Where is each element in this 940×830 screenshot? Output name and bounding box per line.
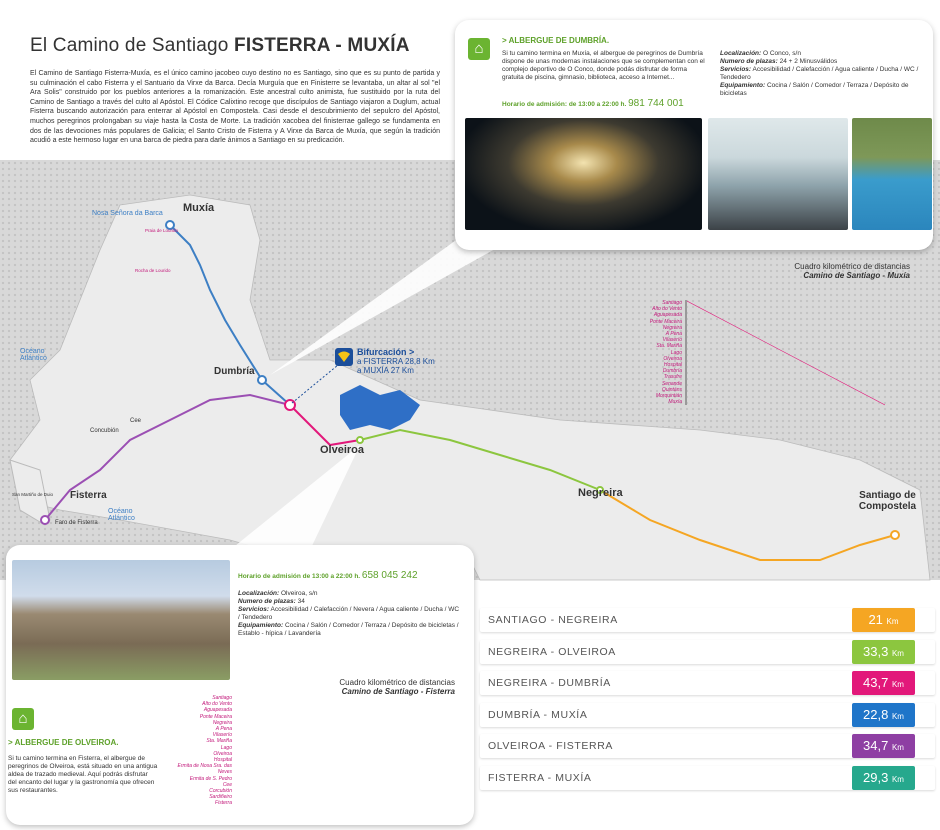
distance-route: SANTIAGO - NEGREIRA xyxy=(488,614,618,626)
label-san-martino: San Martiño de Duio xyxy=(12,492,54,497)
albergue-dumbria-text: Si tu camino termina en Muxía, el albergue de peregrinos de Dumbría dispone de unas modernas instalaciones que se complementan con el complejo deportivo de O Conco, donde podás disfrutar de forma gratuita de piscina, gimnasio, biblioteca, acceso a Internet... xyxy=(502,50,705,81)
label-corcubion: Concubión xyxy=(90,428,119,434)
distance-route: DUMBRÍA - MUXÍA xyxy=(488,708,588,721)
distance-route: NEGREIRA - DUMBRÍA xyxy=(488,677,611,689)
muxia-table-places: Santiago Alto do Vento Aguapesada Ponte Maceira Negreira A Pena Vilaserío Sta. Mariña Lago Olveiroa Hospital Dumbría Trasufre Senande Quintáns Morquintián Muxía xyxy=(649,300,682,406)
distance-row xyxy=(480,734,935,758)
town-dumbria: Dumbría xyxy=(214,366,255,377)
distance-row xyxy=(480,608,935,632)
distance-route: OLVEIROA - FISTERRA xyxy=(488,740,613,752)
marker-dumbria xyxy=(258,376,266,384)
distance-km: 43,7 Km xyxy=(852,671,915,695)
pool-photo xyxy=(852,118,932,230)
marker-santiago xyxy=(891,531,899,539)
muxia-table-grid xyxy=(685,300,885,410)
label-praia: Praia de Lourido xyxy=(145,228,179,233)
shell-icon xyxy=(335,348,353,366)
distance-km: 21 Km xyxy=(852,608,915,632)
label-oceano-2: Océano Atlántico xyxy=(108,508,135,522)
town-fisterra: Fisterra xyxy=(70,490,107,501)
albergue-dumbria-hours: Horario de admisión: de 13:00 a 22:00 h. 981 744 001 xyxy=(502,98,684,109)
intro-paragraph: El Camino de Santiago Fisterra-Muxía, es el único camino jacobeo cuyo destino no es Santiago, sino que es su punto de partida y su culminación el cabo Fisterra y el Santuario da Virxe da Barca. Decía Murguía que en Finisterre se levantaba, un altar al sol "el Ara Solis" construido por los pueblos anteriores a la romanización. Este ancestral culto animista, fue sustituido por la ruta del Camino de Santiago a través del culto al Apóstol. El Códice Calixtino recoge que discípulos de Santiago viajaron a Duglum, actual Fisterra buscando autorización para enterrar al Apóstol en Compostela. Casi desde el descubrimiento del sepulcro del Apóstol, muchos peregrinos prolongaban su viaje hasta la Costa de Morte. La tradición xacobea del finisterrae gallego se fundamenta en dos de las devociones más populares de Galicia; el Santo Cristo de Fisterra y A Virxe da Barca de Muxía, que según la tradición acudió a este hermoso lugar en una barca de piedra para darle ánimos a Santiago en su predicación. xyxy=(30,70,440,145)
albergue-olveiroa-photo xyxy=(12,560,230,680)
town-negreira: Negreira xyxy=(578,487,623,499)
distance-row xyxy=(480,671,935,695)
town-olveiroa: Olveiroa xyxy=(320,444,365,456)
house-icon: ⌂ xyxy=(468,38,490,60)
label-oceano-1: Océano Atlántico xyxy=(20,348,47,362)
marker-bifurcation xyxy=(285,400,295,410)
page-title: El Camino de Santiago FISTERRA - MUXÍA xyxy=(30,35,410,56)
label-rocha: Rocha de Lourido xyxy=(135,268,171,273)
town-santiago: Santiago de Compostela xyxy=(858,490,917,512)
town-muxia: Muxía xyxy=(183,202,215,214)
albergue-dumbria-info: Localización: O Conco, s/n Numero de plazas: 24 + 2 Minusválidos Servicios: Accesibilidad / Calefacción / Agua caliente / Ducha / WC / Tendedero Equipamiento: Cocina / Salón / Comedor / Terraza / Depósito de bicicletas xyxy=(720,50,919,97)
label-nosa-senora: Nosa Señora da Barca xyxy=(92,210,163,217)
bifurcation-text: Bifurcación > a FISTERRA 28,8 Km a MUXÍA 27 Km xyxy=(357,347,435,375)
intro-section xyxy=(30,35,440,146)
distance-row xyxy=(480,766,935,790)
fisterra-table-places: Santiago Alto do Vento Aguapesada Ponte Maceira Negreira A Pena Vilaserío Sta. Mariña Lago Olveiroa Hospital Ermita de Nosa Sra. das Neves Ermita de S. Pedro Cee Corcubión Sardiñeiro Fisterra xyxy=(177,695,232,807)
house-icon: ⌂ xyxy=(12,708,34,730)
albergue-olveiroa-title: > ALBERGUE DE OLVEIROA. xyxy=(8,738,119,747)
distance-km: 34,7 Km xyxy=(852,734,915,758)
gym-photo xyxy=(708,118,848,230)
distance-km: 33,3 Km xyxy=(852,640,915,664)
albergue-dumbria-title: > ALBERGUE DE DUMBRÍA. xyxy=(502,36,610,45)
distance-summary xyxy=(480,608,935,797)
distance-row xyxy=(480,640,935,664)
albergue-olveiroa-phone: 658 045 242 xyxy=(361,570,418,581)
distance-route: NEGREIRA - OLVEIROA xyxy=(488,645,616,658)
marker-fisterra xyxy=(41,516,49,524)
distance-km: 22,8 Km xyxy=(852,703,915,727)
distance-route: FISTERRA - MUXÍA xyxy=(488,771,592,784)
albergue-olveiroa-info: Localización: Olveiroa, s/n Numero de plazas: 34 Servicios: Accesibilidad / Calefacción / Nevera / Agua caliente / Ducha / WC / Tendedero Equipamiento: Cocina / Salón / Comedor / Terraza / Depósito de bicicletas / Establo - hípica / Lavandería xyxy=(238,590,460,637)
fisterra-table-caption: Cuadro kilométrico de distancias Camino de Santiago - Fisterra xyxy=(339,678,455,696)
albergue-olveiroa-hours: Horario de admisión de 13:00 a 22:00 h. 658 045 242 xyxy=(238,570,418,581)
marker-olveiroa xyxy=(357,437,363,443)
albergue-olveiroa-text: Si tu camino termina en Fisterra, el albergue de peregrinos de Olveiroa, está situado en una antigua aldea de trazado medieval. Aquí podrás disfrutar del encanto del lugar y la gastronomía que ofrecen sus restaurantes. xyxy=(8,755,158,794)
label-faro: Faro de Fisterra xyxy=(55,520,98,526)
distance-km: 29,3 Km xyxy=(852,766,915,790)
muxia-table-caption: Cuadro kilométrico de distancias Camino de Santiago - Muxía xyxy=(794,262,910,280)
distance-row xyxy=(480,703,935,727)
albergue-dumbria-photo xyxy=(465,118,702,230)
albergue-dumbria-phone: 981 744 001 xyxy=(628,98,684,109)
label-cee: Cee xyxy=(130,418,142,424)
